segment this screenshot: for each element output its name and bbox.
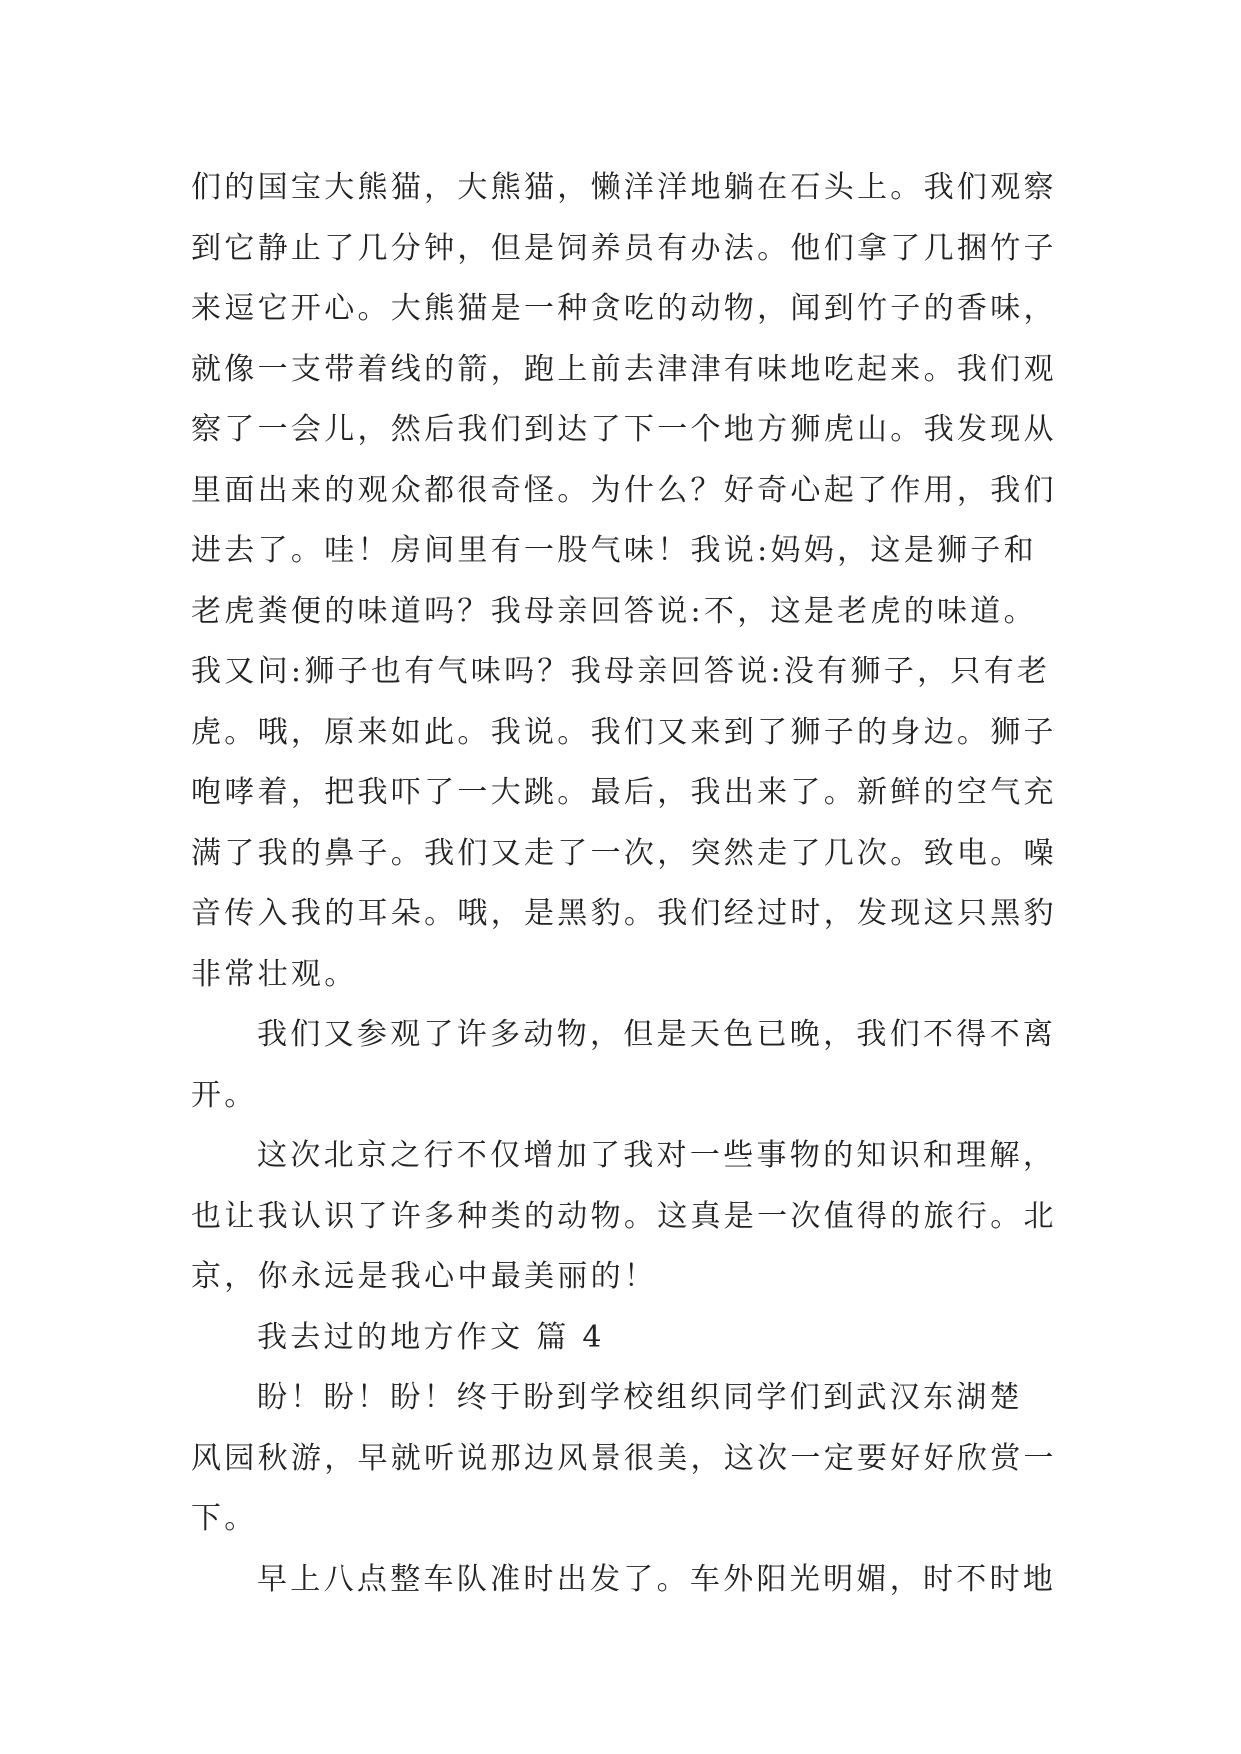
text-line: 咆哮着，把我吓了一大跳。最后，我出来了。新鲜的空气充 (191, 775, 1057, 810)
text-line: 们的国宝大熊猫，大熊猫，懒洋洋地躺在石头上。我们观察 (191, 170, 1057, 205)
text-line: 虎。哦，原来如此。我说。我们又来到了狮子的身边。狮子 (191, 714, 1057, 750)
text-line: 满了我的鼻子。我们又走了一次，突然走了几次。致电。噪 (191, 835, 1057, 871)
text-line: 老虎粪便的味道吗？我母亲回答说:不，这是老虎的味道。 (191, 593, 1037, 629)
text-line: 开。 (191, 1077, 258, 1113)
text-line: 我们又参观了许多动物，但是天色已晚，我们不得不离 (257, 1017, 1057, 1052)
text-line: 盼！盼！盼！终于盼到学校组织同学们到武汉东湖楚 (257, 1380, 1023, 1415)
text-line: 早上八点整车队准时出发了。车外阳光明媚，时不时地 (257, 1561, 1057, 1597)
text-line: 风园秋游，早就听说那边风景很美，这次一定要好好欣赏一 (191, 1440, 1057, 1476)
text-line: 京，你永远是我心中最美丽的！ (191, 1259, 658, 1294)
text-line: 这次北京之行不仅增加了我对一些事物的知识和理解， (257, 1138, 1057, 1173)
text-line: 来逗它开心。大熊猫是一种贪吃的动物，闻到竹子的香味， (191, 291, 1057, 326)
text-line: 音传入我的耳朵。哦，是黑豹。我们经过时，发现这只黑豹 (191, 896, 1057, 931)
text-line: 也让我认识了许多种类的动物。这真是一次值得的旅行。北 (191, 1198, 1057, 1234)
section-heading: 我去过的地方作文 篇 4 (257, 1319, 605, 1355)
text-line: 进去了。哇！房间里有一股气味！我说:妈妈，这是狮子和 (191, 533, 1037, 568)
text-line: 我又问:狮子也有气味吗？我母亲回答说:没有狮子，只有老 (191, 654, 1051, 689)
text-line: 里面出来的观众都很奇怪。为什么？好奇心起了作用，我们 (191, 472, 1057, 508)
text-line: 非常壮观。 (191, 956, 358, 992)
body-text (191, 158, 1057, 1610)
text-line: 下。 (191, 1501, 258, 1536)
text-line: 就像一支带着线的箭，跑上前去津津有味地吃起来。我们观 (191, 351, 1057, 387)
text-line: 察了一会儿，然后我们到达了下一个地方狮虎山。我发现从 (191, 412, 1057, 447)
text-line: 到它静止了几分钟，但是饲养员有办法。他们拿了几捆竹子 (191, 230, 1057, 266)
